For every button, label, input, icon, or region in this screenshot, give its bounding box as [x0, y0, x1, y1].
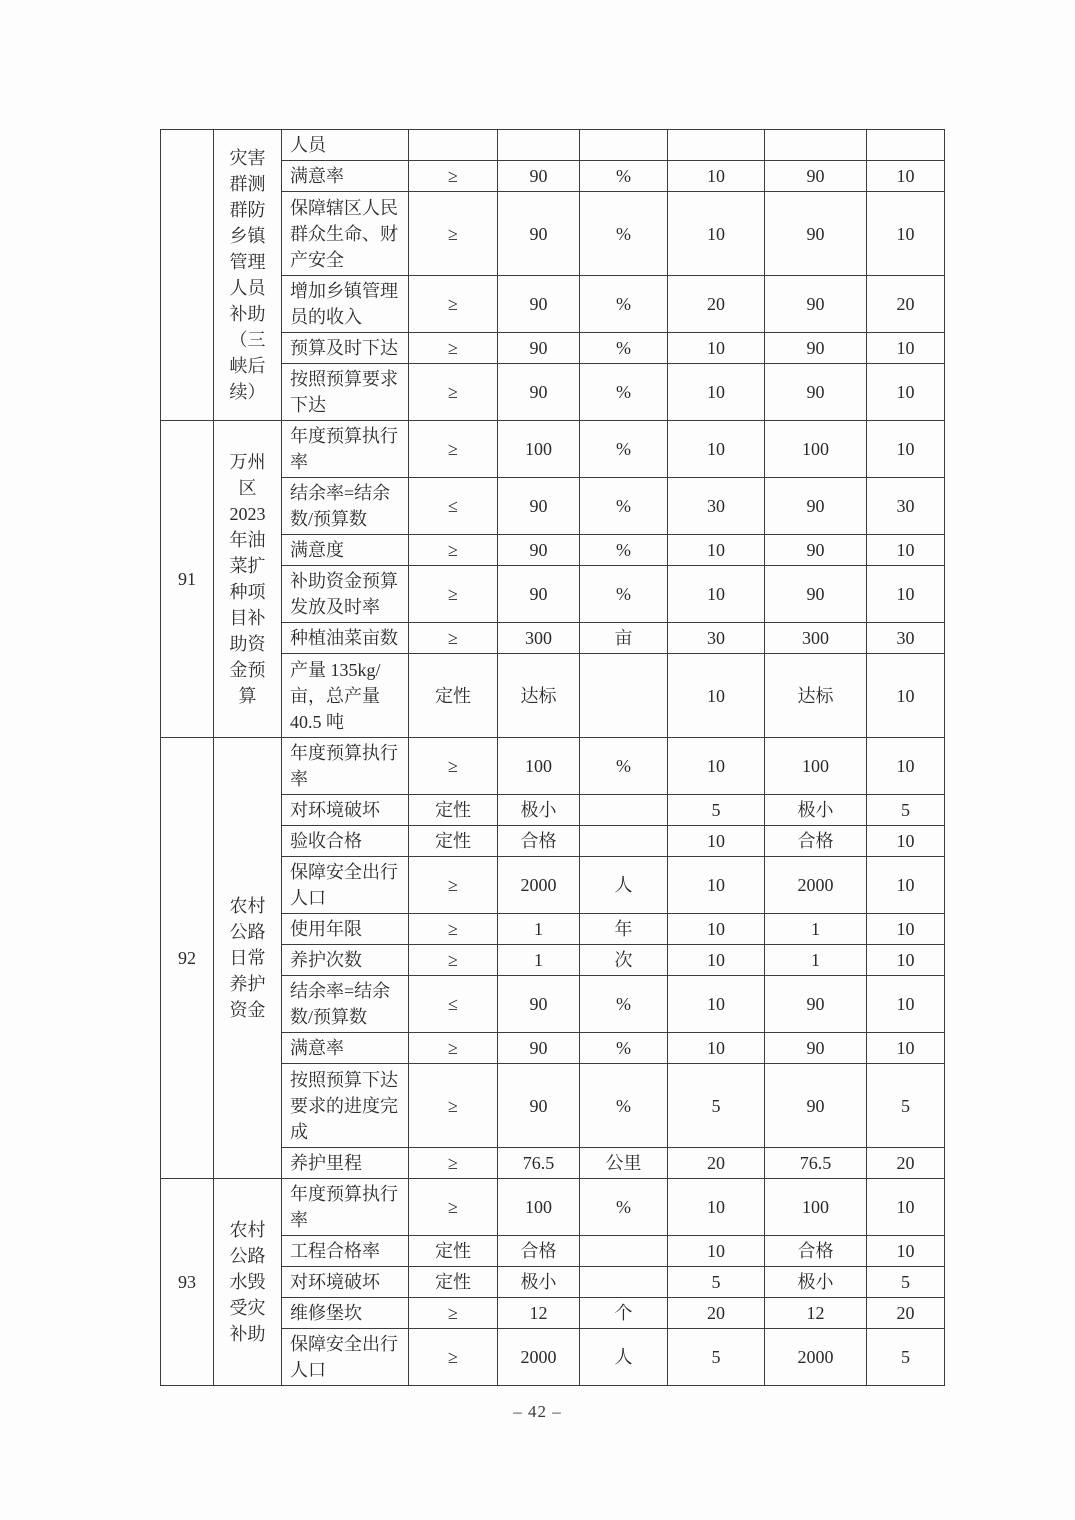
comparison-operator-cell: ≥	[409, 161, 498, 192]
comparison-operator-cell	[409, 130, 498, 161]
target-value-cell: 极小	[498, 795, 580, 826]
indicator-name-cell: 验收合格	[282, 826, 409, 857]
comparison-operator-cell: ≤	[409, 976, 498, 1033]
unit-cell: 公里	[580, 1148, 668, 1179]
unit-cell: %	[580, 333, 668, 364]
unit-cell	[580, 130, 668, 161]
project-number-cell: 93	[161, 1179, 214, 1386]
actual-value-cell: 极小	[765, 1267, 867, 1298]
indicator-name-cell: 年度预算执行率	[282, 738, 409, 795]
weight-cell: 5	[668, 1064, 765, 1148]
actual-value-cell: 90	[765, 364, 867, 421]
target-value-cell: 90	[498, 333, 580, 364]
indicator-name-cell: 满意度	[282, 535, 409, 566]
target-value-cell: 100	[498, 421, 580, 478]
score-cell: 10	[867, 914, 945, 945]
actual-value-cell: 76.5	[765, 1148, 867, 1179]
weight-cell: 10	[668, 333, 765, 364]
indicator-name-cell: 按照预算下达要求的进度完成	[282, 1064, 409, 1148]
indicator-name-cell: 保障安全出行人口	[282, 1329, 409, 1386]
score-cell: 10	[867, 1033, 945, 1064]
actual-value-cell: 极小	[765, 795, 867, 826]
indicator-name-cell: 结余率=结余数/预算数	[282, 478, 409, 535]
target-value-cell: 12	[498, 1298, 580, 1329]
weight-cell: 10	[668, 192, 765, 276]
weight-cell: 10	[668, 945, 765, 976]
weight-cell: 10	[668, 654, 765, 738]
score-cell: 10	[867, 976, 945, 1033]
score-cell: 5	[867, 795, 945, 826]
score-cell	[867, 130, 945, 161]
target-value-cell: 1	[498, 914, 580, 945]
unit-cell: 亩	[580, 623, 668, 654]
unit-cell: %	[580, 738, 668, 795]
indicator-name-cell: 使用年限	[282, 914, 409, 945]
comparison-operator-cell: ≤	[409, 478, 498, 535]
comparison-operator-cell: ≥	[409, 276, 498, 333]
unit-cell	[580, 654, 668, 738]
actual-value-cell: 90	[765, 1033, 867, 1064]
comparison-operator-cell: ≥	[409, 857, 498, 914]
table-row	[161, 421, 945, 478]
target-value-cell: 76.5	[498, 1148, 580, 1179]
target-value-cell: 300	[498, 623, 580, 654]
target-value-cell: 90	[498, 364, 580, 421]
comparison-operator-cell: ≥	[409, 738, 498, 795]
target-value-cell: 90	[498, 192, 580, 276]
indicator-name-cell: 维修堡坎	[282, 1298, 409, 1329]
comparison-operator-cell: 定性	[409, 1267, 498, 1298]
actual-value-cell: 100	[765, 738, 867, 795]
score-cell: 20	[867, 1298, 945, 1329]
actual-value-cell: 90	[765, 276, 867, 333]
score-cell: 10	[867, 535, 945, 566]
actual-value-cell: 合格	[765, 826, 867, 857]
comparison-operator-cell: ≥	[409, 1148, 498, 1179]
indicator-name-cell: 满意率	[282, 1033, 409, 1064]
comparison-operator-cell: 定性	[409, 826, 498, 857]
target-value-cell: 极小	[498, 1267, 580, 1298]
score-cell: 10	[867, 654, 945, 738]
weight-cell	[668, 130, 765, 161]
target-value-cell: 90	[498, 1033, 580, 1064]
target-value-cell: 90	[498, 976, 580, 1033]
score-cell: 20	[867, 1148, 945, 1179]
score-cell: 5	[867, 1064, 945, 1148]
weight-cell: 10	[668, 976, 765, 1033]
actual-value-cell: 90	[765, 976, 867, 1033]
unit-cell: %	[580, 192, 668, 276]
unit-cell: %	[580, 1179, 668, 1236]
score-cell: 10	[867, 738, 945, 795]
table-row	[161, 738, 945, 795]
project-number-cell: 92	[161, 738, 214, 1179]
target-value-cell: 90	[498, 161, 580, 192]
unit-cell	[580, 795, 668, 826]
unit-cell: %	[580, 364, 668, 421]
project-number-cell	[161, 130, 214, 421]
comparison-operator-cell: 定性	[409, 795, 498, 826]
indicator-name-cell: 种植油菜亩数	[282, 623, 409, 654]
weight-cell: 10	[668, 1033, 765, 1064]
indicator-name-cell: 工程合格率	[282, 1236, 409, 1267]
weight-cell: 20	[668, 1148, 765, 1179]
performance-indicator-table	[160, 129, 945, 1386]
unit-cell	[580, 826, 668, 857]
indicator-name-cell: 产量 135kg/亩，总产量 40.5 吨	[282, 654, 409, 738]
actual-value-cell: 100	[765, 421, 867, 478]
weight-cell: 10	[668, 857, 765, 914]
actual-value-cell: 1	[765, 945, 867, 976]
unit-cell: %	[580, 478, 668, 535]
unit-cell	[580, 1236, 668, 1267]
weight-cell: 10	[668, 826, 765, 857]
target-value-cell: 90	[498, 535, 580, 566]
project-name-cell: 万州区2023年油菜扩种项目补助资金预算	[214, 421, 282, 738]
score-cell: 10	[867, 161, 945, 192]
target-value-cell: 90	[498, 1064, 580, 1148]
unit-cell: 次	[580, 945, 668, 976]
actual-value-cell: 90	[765, 1064, 867, 1148]
weight-cell: 20	[668, 1298, 765, 1329]
weight-cell: 10	[668, 161, 765, 192]
comparison-operator-cell: ≥	[409, 623, 498, 654]
score-cell: 30	[867, 623, 945, 654]
comparison-operator-cell: ≥	[409, 1298, 498, 1329]
target-value-cell: 100	[498, 1179, 580, 1236]
score-cell: 10	[867, 826, 945, 857]
weight-cell: 10	[668, 535, 765, 566]
table-row	[161, 130, 945, 161]
indicator-name-cell: 年度预算执行率	[282, 421, 409, 478]
comparison-operator-cell: ≥	[409, 1329, 498, 1386]
actual-value-cell	[765, 130, 867, 161]
actual-value-cell: 300	[765, 623, 867, 654]
actual-value-cell: 100	[765, 1179, 867, 1236]
actual-value-cell: 90	[765, 478, 867, 535]
indicator-name-cell: 人员	[282, 130, 409, 161]
unit-cell: %	[580, 1033, 668, 1064]
score-cell: 10	[867, 1179, 945, 1236]
weight-cell: 10	[668, 566, 765, 623]
indicator-name-cell: 增加乡镇管理员的收入	[282, 276, 409, 333]
weight-cell: 30	[668, 478, 765, 535]
unit-cell: %	[580, 566, 668, 623]
indicator-name-cell: 养护次数	[282, 945, 409, 976]
comparison-operator-cell: ≥	[409, 333, 498, 364]
indicator-name-cell: 满意率	[282, 161, 409, 192]
target-value-cell: 达标	[498, 654, 580, 738]
weight-cell: 20	[668, 276, 765, 333]
comparison-operator-cell: ≥	[409, 945, 498, 976]
score-cell: 5	[867, 1267, 945, 1298]
project-name-cell: 农村公路日常养护资金	[214, 738, 282, 1179]
actual-value-cell: 90	[765, 333, 867, 364]
score-cell: 10	[867, 566, 945, 623]
weight-cell: 5	[668, 1267, 765, 1298]
unit-cell: %	[580, 161, 668, 192]
project-name-cell: 灾害群测群防乡镇管理人员补助（三峡后续）	[214, 130, 282, 421]
unit-cell: %	[580, 276, 668, 333]
comparison-operator-cell: ≥	[409, 1033, 498, 1064]
score-cell: 30	[867, 478, 945, 535]
unit-cell	[580, 1267, 668, 1298]
indicator-name-cell: 保障辖区人民群众生命、财产安全	[282, 192, 409, 276]
table-row	[161, 1179, 945, 1236]
unit-cell: 年	[580, 914, 668, 945]
comparison-operator-cell: 定性	[409, 1236, 498, 1267]
page-number: – 42 –	[513, 1402, 562, 1421]
weight-cell: 10	[668, 364, 765, 421]
unit-cell: 个	[580, 1298, 668, 1329]
project-number-cell: 91	[161, 421, 214, 738]
comparison-operator-cell: ≥	[409, 1179, 498, 1236]
weight-cell: 10	[668, 421, 765, 478]
score-cell: 10	[867, 421, 945, 478]
unit-cell: %	[580, 535, 668, 566]
target-value-cell: 2000	[498, 1329, 580, 1386]
weight-cell: 5	[668, 1329, 765, 1386]
weight-cell: 10	[668, 738, 765, 795]
actual-value-cell: 12	[765, 1298, 867, 1329]
target-value-cell: 90	[498, 566, 580, 623]
weight-cell: 10	[668, 1236, 765, 1267]
indicator-name-cell: 保障安全出行人口	[282, 857, 409, 914]
comparison-operator-cell: ≥	[409, 566, 498, 623]
actual-value-cell: 合格	[765, 1236, 867, 1267]
comparison-operator-cell: 定性	[409, 654, 498, 738]
target-value-cell: 2000	[498, 857, 580, 914]
actual-value-cell: 1	[765, 914, 867, 945]
comparison-operator-cell: ≥	[409, 421, 498, 478]
weight-cell: 5	[668, 795, 765, 826]
actual-value-cell: 90	[765, 535, 867, 566]
indicator-name-cell: 补助资金预算发放及时率	[282, 566, 409, 623]
target-value-cell: 90	[498, 276, 580, 333]
unit-cell: 人	[580, 1329, 668, 1386]
unit-cell: %	[580, 976, 668, 1033]
weight-cell: 10	[668, 1179, 765, 1236]
indicator-name-cell: 按照预算要求下达	[282, 364, 409, 421]
actual-value-cell: 2000	[765, 1329, 867, 1386]
unit-cell: 人	[580, 857, 668, 914]
score-cell: 10	[867, 364, 945, 421]
actual-value-cell: 2000	[765, 857, 867, 914]
weight-cell: 10	[668, 914, 765, 945]
indicator-name-cell: 预算及时下达	[282, 333, 409, 364]
score-cell: 10	[867, 333, 945, 364]
score-cell: 10	[867, 857, 945, 914]
comparison-operator-cell: ≥	[409, 914, 498, 945]
weight-cell: 30	[668, 623, 765, 654]
indicator-name-cell: 对环境破坏	[282, 795, 409, 826]
unit-cell: %	[580, 1064, 668, 1148]
comparison-operator-cell: ≥	[409, 364, 498, 421]
unit-cell: %	[580, 421, 668, 478]
indicator-table-body	[161, 130, 945, 1386]
indicator-name-cell: 年度预算执行率	[282, 1179, 409, 1236]
indicator-name-cell: 对环境破坏	[282, 1267, 409, 1298]
score-cell: 5	[867, 1329, 945, 1386]
target-value-cell: 1	[498, 945, 580, 976]
comparison-operator-cell: ≥	[409, 535, 498, 566]
indicator-name-cell: 养护里程	[282, 1148, 409, 1179]
target-value-cell: 90	[498, 478, 580, 535]
target-value-cell	[498, 130, 580, 161]
indicator-name-cell: 结余率=结余数/预算数	[282, 976, 409, 1033]
target-value-cell: 合格	[498, 826, 580, 857]
score-cell: 10	[867, 1236, 945, 1267]
score-cell: 10	[867, 192, 945, 276]
comparison-operator-cell: ≥	[409, 192, 498, 276]
project-name-cell: 农村公路水毁受灾补助	[214, 1179, 282, 1386]
target-value-cell: 合格	[498, 1236, 580, 1267]
comparison-operator-cell: ≥	[409, 1064, 498, 1148]
actual-value-cell: 达标	[765, 654, 867, 738]
actual-value-cell: 90	[765, 192, 867, 276]
actual-value-cell: 90	[765, 566, 867, 623]
score-cell: 20	[867, 276, 945, 333]
target-value-cell: 100	[498, 738, 580, 795]
actual-value-cell: 90	[765, 161, 867, 192]
score-cell: 10	[867, 945, 945, 976]
